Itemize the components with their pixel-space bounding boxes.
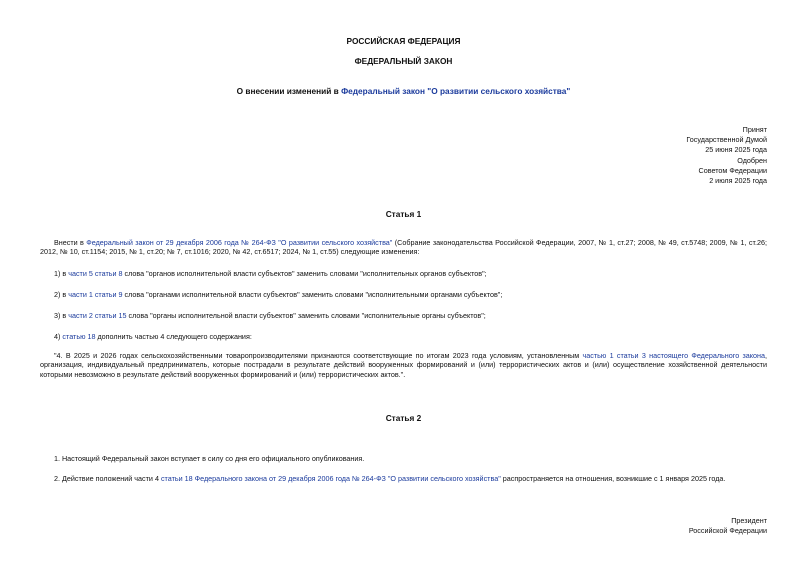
intro-law-link[interactable]: Федеральный закон от 29 декабря 2006 года № 264-ФЗ "О развитии сельского хозяйства" (86, 238, 393, 247)
item-1-prefix: 1) в (54, 269, 69, 278)
article-1-item-1 (40, 269, 767, 278)
item-3-suffix: слова "органы исполнительной власти субъектов" заменить словами "исполнительные органы субъектов"; (126, 311, 486, 320)
para-2-prefix: 2. Действие положений части 4 (54, 474, 161, 483)
approval-approved-date: 2 июля 2025 года (709, 176, 767, 186)
para-2-suffix: распространяется на отношения, возникшие с 1 января 2025 года. (500, 474, 726, 483)
item-1-link[interactable]: части 5 статьи 8 (68, 269, 123, 278)
approval-adopted-date: 25 июня 2025 года (705, 145, 767, 155)
item-3-link[interactable]: части 2 статьи 15 (68, 311, 127, 320)
article-1-item-3 (40, 311, 767, 320)
article-1-quote (40, 351, 767, 379)
law-title-link[interactable]: Федеральный закон "О развитии сельского хозяйства" (341, 86, 571, 96)
article-1-intro (40, 238, 767, 257)
intro-suffix: (Собрание законодательства Российской Федерации, 2007, № 1, ст.27; 2008, № 49, ст.5748; 2009, № 1, ст.26; 2012, № 10, ст.1154; 2015, № 1, ст.20; № 7, ст.1016; 2020, № 42, ст.6517; 2024, № 1, ст.55) следующие изменения: (40, 238, 767, 257)
article-1-heading: Статья 1 (385, 209, 422, 219)
article-1-item-4 (40, 332, 767, 341)
signature-block (689, 516, 767, 537)
signature-country: Российской Федерации (688, 526, 767, 536)
quote-prefix: "4. В 2025 и 2026 годах сельскохозяйственными товаропроизводителями признаются соответствующие по итогам 2023 года условиям, установленным (54, 351, 583, 360)
law-type-heading: ФЕДЕРАЛЬНЫЙ ЗАКОН (354, 56, 453, 66)
law-title (0, 86, 807, 97)
approval-adopted: Принят (742, 125, 767, 134)
item-4-link[interactable]: статью 18 (62, 332, 96, 341)
approval-block (686, 125, 767, 186)
article-1-item-2 (40, 290, 767, 299)
item-4-prefix: 4) (54, 332, 63, 341)
federation-heading: РОССИЙСКАЯ ФЕДЕРАЦИЯ (346, 36, 461, 46)
item-2-prefix: 2) в (54, 290, 69, 299)
intro-prefix: Внести в (54, 238, 87, 247)
item-1-suffix: слова "органов исполнительной власти субъектов" заменить словами "исполнительных органов субъектов"; (122, 269, 487, 278)
law-title-prefix: О внесении изменений в (236, 86, 342, 96)
para-2-link[interactable]: статьи 18 Федерального закона от 29 декабря 2006 года № 264-ФЗ "О развитии сельского хозяйства" (160, 474, 501, 483)
signature-title: Президент (731, 516, 767, 525)
item-3-prefix: 3) в (54, 311, 69, 320)
article-2-para-2 (40, 474, 767, 483)
item-2-link[interactable]: части 1 статьи 9 (68, 290, 123, 299)
approval-approved: Одобрен (737, 155, 767, 165)
item-4-suffix: дополнить частью 4 следующего содержания: (95, 332, 252, 341)
article-2-para-1: 1. Настоящий Федеральный закон вступает в силу со дня его официального опубликования. (54, 454, 365, 463)
quote-suffix: , организация, индивидуальный предприниматель, которые пострадали в результате действий вооруженных формирований и (или) террористических актов и (или) осуществление хозяйственной деятельности которыми невозможно в результате действий вооруженных формирований и (или) террористических актов.". (40, 351, 767, 379)
article-2-heading: Статья 2 (385, 413, 422, 423)
item-2-suffix: слова "органами исполнительной власти субъектов" заменить словами "исполнительными органами субъектов"; (122, 290, 503, 299)
quote-link[interactable]: частью 1 статьи 3 настоящего Федерального закона (582, 351, 765, 360)
approval-duma: Государственной Думой (686, 135, 767, 145)
approval-council: Советом Федерации (698, 165, 767, 175)
